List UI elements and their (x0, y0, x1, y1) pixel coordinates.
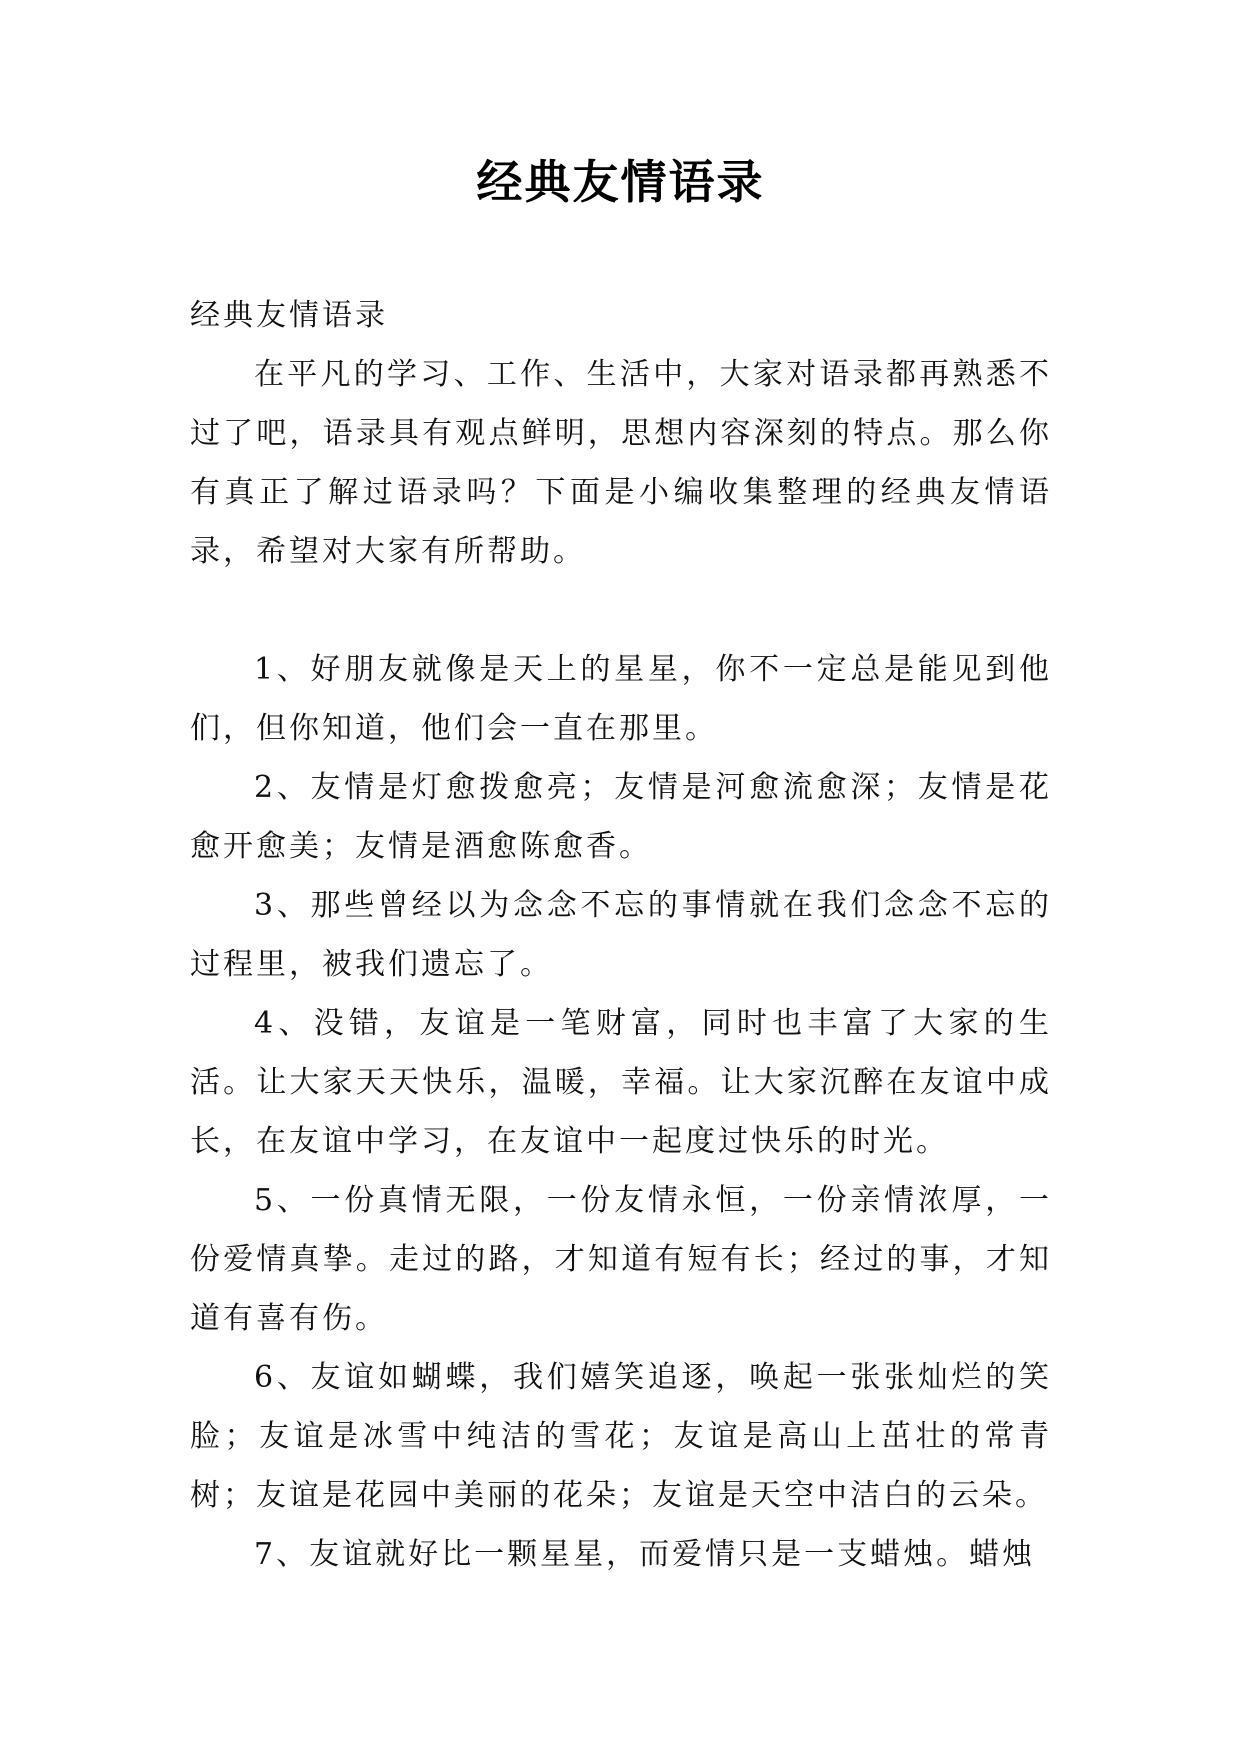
quote-paragraph-5: 5、一份真情无限，一份友情永恒，一份亲情浓厚，一份爱情真挚。走过的路，才知道有短有长；经过的事，才知道有喜有伤。 (190, 1183, 1052, 1336)
document-body (190, 286, 1052, 1584)
document-title: 经典友情语录 (476, 155, 765, 209)
quote-paragraph-4: 4、没错，友谊是一笔财富，同时也丰富了大家的生活。让大家天天快乐，温暖，幸福。让大家沉醉在友谊中成长，在友谊中学习，在友谊中一起度过快乐的时光。 (190, 1006, 1052, 1159)
document-subtitle: 经典友情语录 (190, 298, 388, 333)
quote-paragraph-2: 2、友情是灯愈拨愈亮；友情是河愈流愈深；友情是花愈开愈美；友情是酒愈陈愈香。 (190, 770, 1052, 864)
intro-paragraph: 在平凡的学习、工作、生活中，大家对语录都再熟悉不过了吧，语录具有观点鲜明，思想内容深刻的特点。那么你有真正了解过语录吗？下面是小编收集整理的经典友情语录，希望对大家有所帮助。 (190, 357, 1052, 569)
quote-paragraph-6: 6、友谊如蝴蝶，我们嬉笑追逐，唤起一张张灿烂的笑脸；友谊是冰雪中纯洁的雪花；友谊是高山上茁壮的常青树；友谊是花园中美丽的花朵；友谊是天空中洁白的云朵。 (190, 1360, 1052, 1513)
quote-paragraph-1: 1、好朋友就像是天上的星星，你不一定总是能见到他们，但你知道，他们会一直在那里。 (190, 652, 1052, 746)
paragraph-spacer (190, 581, 1052, 640)
quote-paragraph-7: 7、友谊就好比一颗星星，而爱情只是一支蜡烛。蜡烛 (254, 1537, 1036, 1572)
quote-paragraph-3: 3、那些曾经以为念念不忘的事情就在我们念念不忘的过程里，被我们遗忘了。 (190, 888, 1052, 982)
